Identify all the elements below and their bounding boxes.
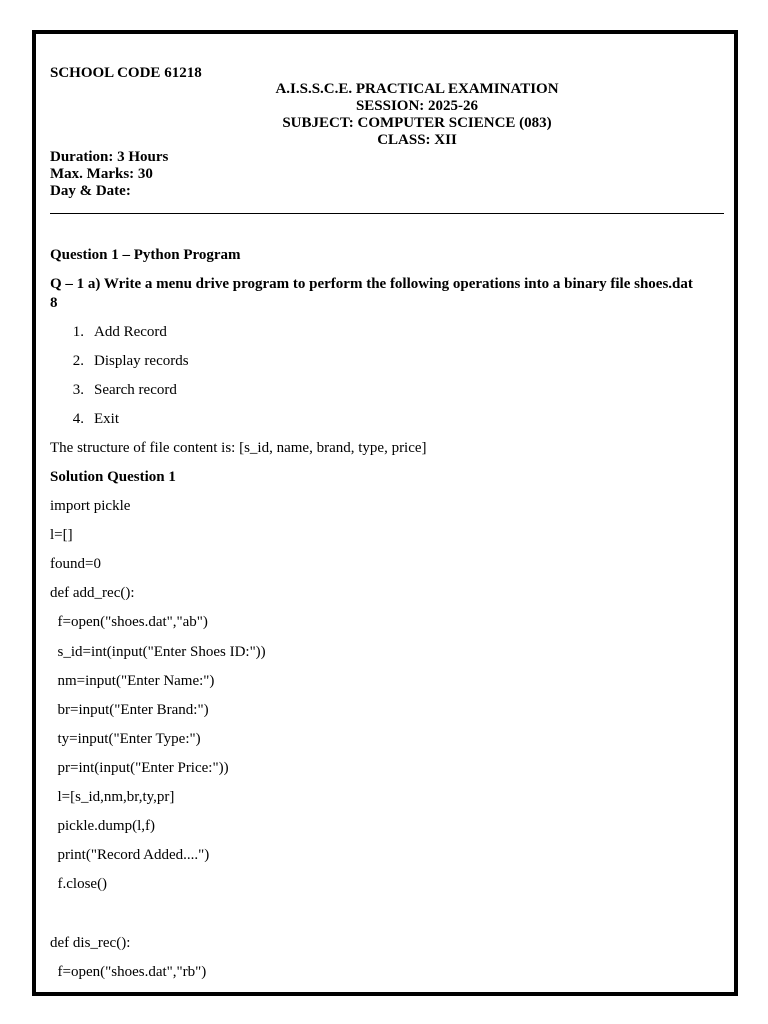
code-line: s_id=int(input("Enter Shoes ID:")) [50, 644, 266, 660]
session: SESSION: 2025-26 [355, 98, 479, 114]
solution-heading: Solution Question 1 [50, 469, 176, 485]
menu-item-label: Search record [94, 382, 177, 398]
class-label: CLASS: XII [377, 132, 457, 148]
code-line: print("Record Added....") [50, 847, 210, 863]
subject: SUBJECT: COMPUTER SCIENCE (083) [282, 115, 552, 131]
question-marks: 8 [50, 295, 58, 311]
day-date: Day & Date: [50, 183, 131, 199]
code-line: br=input("Enter Brand:") [50, 702, 209, 718]
menu-item [62, 324, 167, 341]
menu-item-label: Add Record [94, 324, 167, 340]
exam-title: A.I.S.S.C.E. PRACTICAL EXAMINATION [275, 81, 559, 97]
code-line: found=0 [50, 556, 101, 572]
question-text: Q – 1 a) Write a menu drive program to perform the following operations into a binary file shoes.dat [50, 276, 693, 292]
menu-item-label: Exit [94, 411, 119, 427]
menu-item-number: 1. [72, 324, 84, 340]
menu-item [62, 382, 177, 399]
menu-item-number: 3. [72, 382, 84, 398]
code-line: import pickle [50, 498, 131, 514]
code-line: l=[s_id,nm,br,ty,pr] [50, 789, 175, 805]
code-line: f.close() [50, 876, 108, 892]
code-line: nm=input("Enter Name:") [50, 673, 215, 689]
school-code: SCHOOL CODE 61218 [50, 65, 202, 81]
menu-item [62, 411, 119, 428]
code-line: def add_rec(): [50, 585, 135, 601]
menu-item-label: Display records [94, 353, 189, 369]
menu-item-number: 4. [72, 411, 84, 427]
code-line: pickle.dump(l,f) [50, 818, 155, 834]
structure-text: The structure of file content is: [s_id, name, brand, type, price] [50, 440, 427, 456]
question-heading: Question 1 – Python Program [50, 247, 241, 263]
header-divider [50, 213, 724, 214]
code-line: def dis_rec(): [50, 935, 131, 951]
duration: Duration: 3 Hours [50, 149, 169, 165]
max-marks: Max. Marks: 30 [50, 166, 153, 182]
code-line: ty=input("Enter Type:") [50, 731, 201, 747]
code-line: pr=int(input("Enter Price:")) [50, 760, 229, 776]
code-line: f=open("shoes.dat","rb") [50, 964, 207, 980]
page-frame [32, 30, 738, 996]
menu-item [62, 353, 189, 370]
code-line: f=open("shoes.dat","ab") [50, 614, 208, 630]
code-line: l=[] [50, 527, 73, 543]
menu-item-number: 2. [72, 353, 84, 369]
